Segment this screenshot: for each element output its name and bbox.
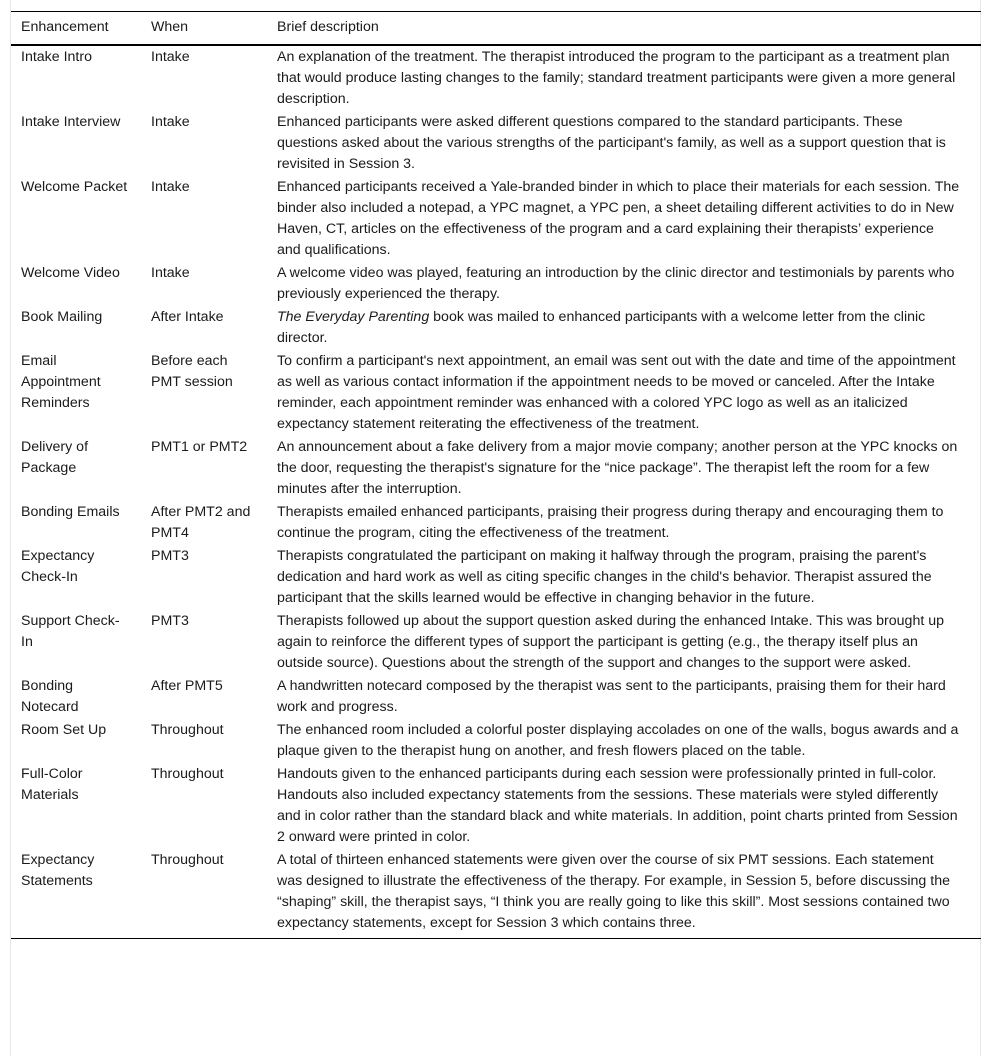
cell-description: The enhanced room included a colorful poster displaying accolades on one of the walls, bogus awards and a plaque given to the therapist hung on another, and fresh flowers placed on the table. bbox=[277, 722, 959, 759]
table-row bbox=[11, 306, 981, 350]
table-row bbox=[11, 262, 981, 306]
table-row bbox=[11, 610, 981, 675]
enhancements-table bbox=[11, 11, 981, 939]
table-row bbox=[11, 111, 981, 176]
cell-enhancement: Intake Interview bbox=[21, 114, 121, 130]
cell-when: Intake bbox=[151, 265, 190, 281]
table-row bbox=[11, 45, 981, 111]
cell-when: PMT1 or PMT2 bbox=[151, 439, 248, 455]
cell-when: After Intake bbox=[151, 309, 224, 325]
cell-when: PMT3 bbox=[151, 613, 189, 629]
cell-enhancement: Welcome Packet bbox=[21, 179, 128, 195]
cell-when: Throughout bbox=[151, 852, 224, 868]
cell-when: Intake bbox=[151, 114, 190, 130]
cell-description: To confirm a participant's next appointment, an email was sent out with the date and time of the appointment as well as various contact information if the appointment needs to be moved or canceled. After the Intake reminder, each appointment reminder was enhanced with a colored YPC logo as well as an italicized expectancy statement reiterating the effectiveness of the treatment. bbox=[277, 353, 956, 432]
cell-when: After PMT5 bbox=[151, 678, 223, 694]
cell-description: An announcement about a fake delivery from a major movie company; another person at the YPC knocks on the door, requesting the therapist's signature for the “nice package”. The therapist left the room for a few minutes after the interruption. bbox=[277, 439, 958, 497]
cell-description: Handouts given to the enhanced participants during each session were professionally printed in full-color. Handouts also included expectancy statements from the sessions. These materials were styled differently and in color rather than the standard black and white materials. In addition, point charts printed from Session 2 onward were printed in color. bbox=[277, 766, 958, 845]
cell-enhancement: Room Set Up bbox=[21, 722, 107, 738]
cell-when: Throughout bbox=[151, 766, 224, 782]
table-row bbox=[11, 849, 981, 939]
cell-description: Enhanced participants received a Yale-branded binder in which to place their materials for each session. The binder also included a notepad, a YPC magnet, a YPC pen, a sheet detailing different activities to do in New Haven, CT, articles on the effectiveness of the program and a card explaining their therapists’ experience and qualifications. bbox=[277, 179, 960, 258]
cell-description bbox=[267, 306, 981, 350]
cell-description-text: book was mailed to enhanced participants with a welcome letter from the clinic director. bbox=[277, 309, 926, 346]
cell-enhancement: Book Mailing bbox=[21, 309, 103, 325]
table-row bbox=[11, 545, 981, 610]
cell-when: Intake bbox=[151, 179, 190, 195]
table-row bbox=[11, 436, 981, 501]
cell-description: Therapists followed up about the support question asked during the enhanced Intake. This was brought up again to reinforce the different types of support the participant is getting (e.g., the therapy itself plus an outside source). Questions about the strength of the support and changes to the support were asked. bbox=[277, 613, 944, 671]
cell-enhancement: Support Check-In bbox=[21, 613, 120, 650]
cell-enhancement: Expectancy Check-In bbox=[21, 548, 95, 585]
cell-when: Throughout bbox=[151, 722, 224, 738]
header-when: When bbox=[151, 19, 189, 35]
cell-enhancement: Expectancy Statements bbox=[21, 852, 95, 889]
cell-enhancement: Bonding Emails bbox=[21, 504, 120, 520]
cell-description: Therapists congratulated the participant on making it halfway through the program, praising the parent's dedication and hard work as well as citing specific changes in the child's behavior. Therapist assured the participant that the skills learned would be effective in changing behavior in the future. bbox=[277, 548, 932, 606]
header-description: Brief description bbox=[277, 19, 379, 35]
cell-enhancement: Full-Color Materials bbox=[21, 766, 83, 803]
cell-description: Enhanced participants were asked different questions compared to the standard participants. These questions asked about the various strengths of the participant's family, as well as a support question that is revisited in Session 3. bbox=[277, 114, 946, 172]
table-row bbox=[11, 501, 981, 545]
table-row bbox=[11, 350, 981, 436]
table-header-row bbox=[11, 12, 981, 46]
cell-description: An explanation of the treatment. The therapist introduced the program to the participant as a treatment plan that would produce lasting changes to the family; standard treatment participants were given a more general description. bbox=[277, 49, 956, 107]
cell-enhancement: Delivery of Package bbox=[21, 439, 89, 476]
cell-when: After PMT2 and PMT4 bbox=[151, 504, 251, 541]
table-row bbox=[11, 719, 981, 763]
cell-when: Intake bbox=[151, 49, 190, 65]
cell-enhancement: Email Appointment Reminders bbox=[21, 353, 101, 411]
cell-description: A total of thirteen enhanced statements were given over the course of six PMT sessions. Each statement was designed to illustrate the effectiveness of the therapy. For example, in Session 5, before discussing the “shaping” skill, the therapist says, “I think you are really going to like this skill”. Most sessions contained two expectancy statements, except for Session 3 which contains three. bbox=[277, 852, 950, 931]
cell-description: Therapists emailed enhanced participants, praising their progress during therapy and encouraging them to continue the program, citing the effectiveness of the treatment. bbox=[277, 504, 944, 541]
book-title: The Everyday Parenting bbox=[277, 309, 430, 325]
cell-when: Before each PMT session bbox=[151, 353, 233, 390]
cell-description: A welcome video was played, featuring an introduction by the clinic director and testimonials by parents who previously experienced the therapy. bbox=[277, 265, 955, 302]
cell-enhancement: Bonding Notecard bbox=[21, 678, 79, 715]
table-row bbox=[11, 176, 981, 262]
cell-when: PMT3 bbox=[151, 548, 189, 564]
cell-description: A handwritten notecard composed by the therapist was sent to the participants, praising them for their hard work and progress. bbox=[277, 678, 946, 715]
header-enhancement: Enhancement bbox=[21, 19, 109, 35]
cell-enhancement: Welcome Video bbox=[21, 265, 120, 281]
table-row bbox=[11, 675, 981, 719]
cell-enhancement: Intake Intro bbox=[21, 49, 92, 65]
table-row bbox=[11, 763, 981, 849]
